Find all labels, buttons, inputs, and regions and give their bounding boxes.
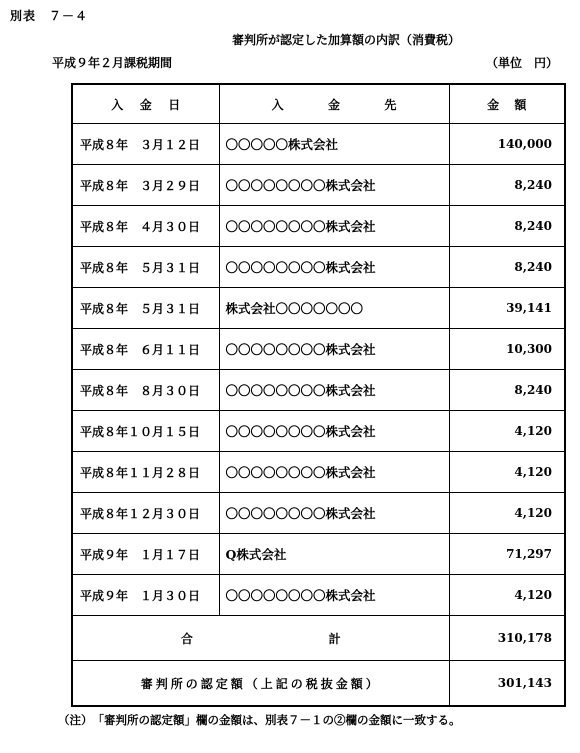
deposit-date-cell: 平成８年 ３月１２日: [72, 124, 219, 165]
amount-cell: 4,120: [449, 575, 565, 616]
payer-cell: 〇〇〇〇〇〇〇〇株式会社: [219, 329, 449, 370]
amount-cell: 140,000: [449, 124, 565, 165]
table-row: [72, 165, 565, 206]
header-row: [72, 84, 565, 124]
table-row: [72, 493, 565, 534]
payer-cell: 〇〇〇〇〇〇〇〇株式会社: [219, 411, 449, 452]
deposit-date-cell: 平成８年１１月２８日: [72, 452, 219, 493]
table-row: [72, 124, 565, 165]
deposit-date-cell: 平成８年 ８月３０日: [72, 370, 219, 411]
breakdown-table: [71, 83, 566, 707]
amount-cell: 8,240: [449, 247, 565, 288]
amount-cell: 4,120: [449, 452, 565, 493]
payer-cell: 〇〇〇〇〇〇〇〇株式会社: [219, 452, 449, 493]
payer-cell: 〇〇〇〇〇〇〇〇株式会社: [219, 247, 449, 288]
table-row: [72, 288, 565, 329]
approved-label: 審判所の認定額（上記の税抜金額）: [72, 661, 449, 707]
deposit-date-cell: 平成８年 ３月２９日: [72, 165, 219, 206]
appendix-label: 別表 ７－４: [10, 9, 89, 23]
payer-cell: 〇〇〇〇〇〇〇〇株式会社: [219, 206, 449, 247]
footnote: （注） 「審判所の認定額」欄の金額は、別表７－１の②欄の金額に一致する。: [58, 713, 461, 727]
deposit-date-cell: 平成８年 ４月３０日: [72, 206, 219, 247]
header-deposit-date: 入 金 日: [72, 84, 219, 124]
amount-cell: 71,297: [449, 534, 565, 575]
deposit-date-cell: 平成８年 ５月３１日: [72, 288, 219, 329]
amount-cell: 4,120: [449, 493, 565, 534]
amount-cell: 4,120: [449, 411, 565, 452]
table-row: [72, 411, 565, 452]
amount-cell: 8,240: [449, 165, 565, 206]
approved-amount: 301,143: [449, 661, 565, 707]
deposit-date-cell: 平成８年 ６月１１日: [72, 329, 219, 370]
deposit-date-cell: 平成８年１２月３０日: [72, 493, 219, 534]
payer-cell: 〇〇〇〇〇〇〇〇株式会社: [219, 575, 449, 616]
payer-cell: 〇〇〇〇〇〇〇〇株式会社: [219, 165, 449, 206]
deposit-date-cell: 平成９年 １月１７日: [72, 534, 219, 575]
tax-period: 平成９年２月課税期間: [52, 56, 173, 70]
amount-cell: 10,300: [449, 329, 565, 370]
table-row: [72, 575, 565, 616]
table-title: 審判所が認定した加算額の内訳（消費税）: [232, 33, 461, 47]
total-row: [72, 616, 565, 661]
payer-cell: 株式会社〇〇〇〇〇〇〇: [219, 288, 449, 329]
payer-cell: 〇〇〇〇〇〇〇〇株式会社: [219, 370, 449, 411]
table-row: [72, 370, 565, 411]
table-row: [72, 206, 565, 247]
table-row: [72, 329, 565, 370]
total-amount: 310,178: [449, 616, 565, 661]
approved-row: [72, 661, 565, 707]
header-amount: 金 額: [449, 84, 565, 124]
payer-cell: 〇〇〇〇〇株式会社: [219, 124, 449, 165]
amount-cell: 8,240: [449, 370, 565, 411]
deposit-date-cell: 平成８年 ５月３１日: [72, 247, 219, 288]
payer-cell: Q株式会社: [219, 534, 449, 575]
amount-cell: 8,240: [449, 206, 565, 247]
header-payer: 入 金 先: [219, 84, 449, 124]
deposit-date-cell: 平成９年 １月３０日: [72, 575, 219, 616]
unit-label: （単位 円）: [486, 56, 559, 70]
table-row: [72, 452, 565, 493]
total-label: 合 計: [72, 616, 449, 661]
table-row: [72, 534, 565, 575]
payer-cell: 〇〇〇〇〇〇〇〇株式会社: [219, 493, 449, 534]
amount-cell: 39,141: [449, 288, 565, 329]
deposit-date-cell: 平成８年１０月１５日: [72, 411, 219, 452]
table-row: [72, 247, 565, 288]
